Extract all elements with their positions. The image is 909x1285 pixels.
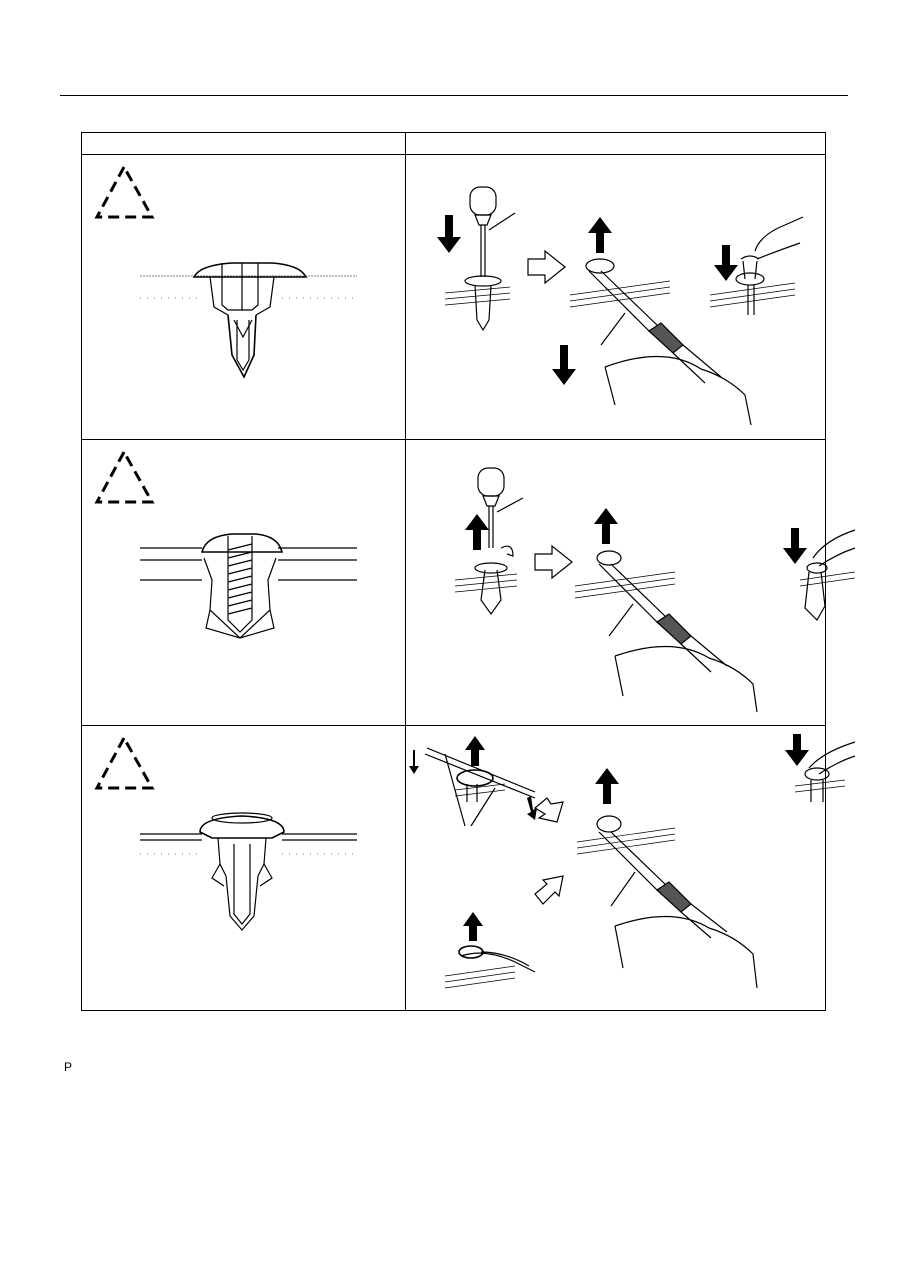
tool-under-clip bbox=[445, 946, 535, 988]
arrow-up-icon bbox=[465, 514, 489, 550]
flange-clip-illustration bbox=[140, 813, 357, 930]
arrow-right-icon bbox=[535, 546, 572, 578]
arrow-up-icon bbox=[463, 912, 483, 941]
arrow-up-icon bbox=[595, 768, 619, 804]
arrow-down-icon bbox=[714, 245, 738, 281]
screw-clip-illustration bbox=[140, 534, 357, 638]
arrow-right-icon bbox=[535, 798, 563, 822]
arrow-down-icon bbox=[785, 734, 809, 766]
arrow-right-icon bbox=[528, 251, 565, 283]
arrow-up-icon bbox=[594, 508, 618, 544]
top-rule bbox=[60, 95, 848, 96]
arrow-up-right-icon bbox=[535, 876, 563, 904]
push-clip-pin-illustration bbox=[140, 263, 357, 377]
clip-diagram-1 bbox=[82, 155, 405, 439]
warning-triangle-icon bbox=[97, 738, 152, 788]
page-footer-letter: P bbox=[64, 1060, 73, 1074]
arrow-down-icon bbox=[409, 750, 419, 774]
arrow-down-icon bbox=[437, 215, 461, 253]
finger-push-screw bbox=[800, 530, 855, 620]
arrow-up-icon bbox=[588, 217, 612, 253]
clip-diagram-2 bbox=[82, 440, 405, 725]
arrow-up-icon bbox=[465, 736, 485, 766]
pliers-lift-clip bbox=[425, 748, 535, 826]
removal-method-2 bbox=[405, 440, 827, 725]
arrow-down-icon bbox=[783, 528, 807, 564]
clip-remover-tool bbox=[570, 259, 751, 425]
screwdriver-unscrew bbox=[455, 468, 523, 614]
warning-triangle-icon bbox=[97, 452, 152, 502]
clip-remover-tool bbox=[575, 551, 757, 712]
table-header-row bbox=[82, 133, 825, 155]
clip-diagram-3 bbox=[82, 726, 405, 1011]
screwdriver-push-pin bbox=[445, 187, 515, 330]
arrow-down-icon bbox=[552, 345, 576, 385]
clip-removal-table bbox=[81, 132, 826, 1011]
removal-method-3 bbox=[405, 726, 827, 1011]
clip-remover-tool bbox=[577, 816, 757, 988]
warning-triangle-icon bbox=[97, 167, 152, 217]
removal-method-1 bbox=[405, 155, 827, 439]
